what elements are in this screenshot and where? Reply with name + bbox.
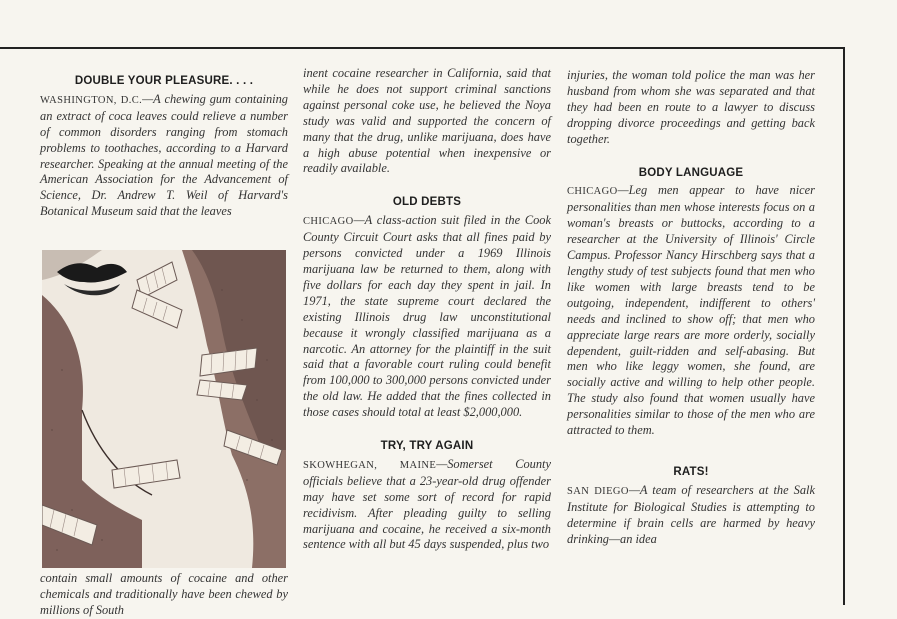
article-old-debts (303, 213, 551, 421)
article-body-language (567, 183, 815, 439)
column-3 (567, 68, 815, 547)
article-lead-injuries: injuries, the woman told police the man was her husband from whom she was separated and that they had been en route to a lawyer to discuss dropping divorce proceedings and getting back together. (567, 68, 815, 146)
article-body: —A chewing gum containing an extract of coca leaves could relieve a number of common disorders ranging from stomach problems to toothaches, according to a Harvard researcher. Speaking at the annual meeting of the American Association for the Advancement of Science, Dr. Andrew T. Weil of Harvard's Botanical Museum said that the leaves (40, 91, 288, 219)
dateline: CHICAGO (303, 216, 354, 228)
article-body: —A class-action suit filed in the Cook County Circuit Court asks that all fines paid by persons convicted under a 1969 Illinois marijuana law be returned to them, along with five dollars for each day they spent in jail. In 1971, the state supreme court declared the existing Illinois drug law unconstitutional because it wrongly classified marijuana as a narcotic. An attorney for the plaintiff in the suit said that a favorable court ruling could benefit from 100,000 to 300,000 persons convicted under the old law. He added that the fines collected in those cases should total at least $2,000,000. (303, 213, 551, 420)
article-try-try-again (303, 457, 551, 553)
dateline: SAN DIEGO (567, 485, 629, 497)
illustration-coca-leaves-lips (42, 250, 286, 568)
dateline: SKOWHEGAN, MAINE (303, 459, 437, 471)
column-1-continuation (40, 571, 288, 619)
page-right-rule (843, 47, 845, 605)
headline-try-try-again: TRY, TRY AGAIN (380, 440, 474, 453)
headline-double-your-pleasure: DOUBLE YOUR PLEASURE. . . . (74, 75, 254, 87)
article-lead-cocaine-study: inent cocaine researcher in California, said that while he does not support criminal sanctions against personal coke use, he believed the Noya study was valid and supported the concern of many that the drug, unlike marijuana, does have a high abuse potential when inexpensive or readily available. (303, 66, 551, 176)
headline-old-debts: OLD DEBTS (392, 196, 462, 209)
article-body: —Leg men appear to have nicer personalities than men whose interests focus on a woman's breasts or buttocks, according to a researcher at the University of Illinois' Circle Campus. Professor Nancy Hirschberg says that a lengthy study of test subjects found that men who like women with large breasts tend to be outgoing, independent, indifferent to others' needs and inclined to show off; that men who appreciate large rears are more orderly, socially dependent, guilt-ridden and self-abasing. But men who like leggy women, she found, are socially active and willing to help other people. The study also found that women usually have personalities similar to those of the men who are attracted to them. (567, 183, 815, 438)
headline-rats: RATS! (673, 465, 709, 478)
column-2 (303, 66, 551, 553)
column-1 (40, 66, 288, 220)
dateline: WASHINGTON, D.C. (40, 94, 143, 106)
page-top-rule (0, 47, 845, 49)
headline-body-language: BODY LANGUAGE (638, 166, 744, 179)
article-body: —A team of researchers at the Salk Institute for Biological Studies is attempting to determine if brain cells are harmed by heavy drinking—an idea (567, 482, 816, 546)
article-double-your-pleasure (40, 92, 288, 220)
article-body: —Somerset County officials believe that a 23-year-old drug offender may have set some sort of record for rapid recidivism. After pleading guilty to selling marijuana and cocaine, he received a six-month sentence with all but 45 days suspended, plus two (303, 456, 551, 552)
article-continuation: contain small amounts of cocaine and other chemicals and traditionally have been chewed by millions of South (40, 571, 288, 617)
article-rats (567, 483, 815, 548)
dateline: CHICAGO (567, 186, 618, 198)
